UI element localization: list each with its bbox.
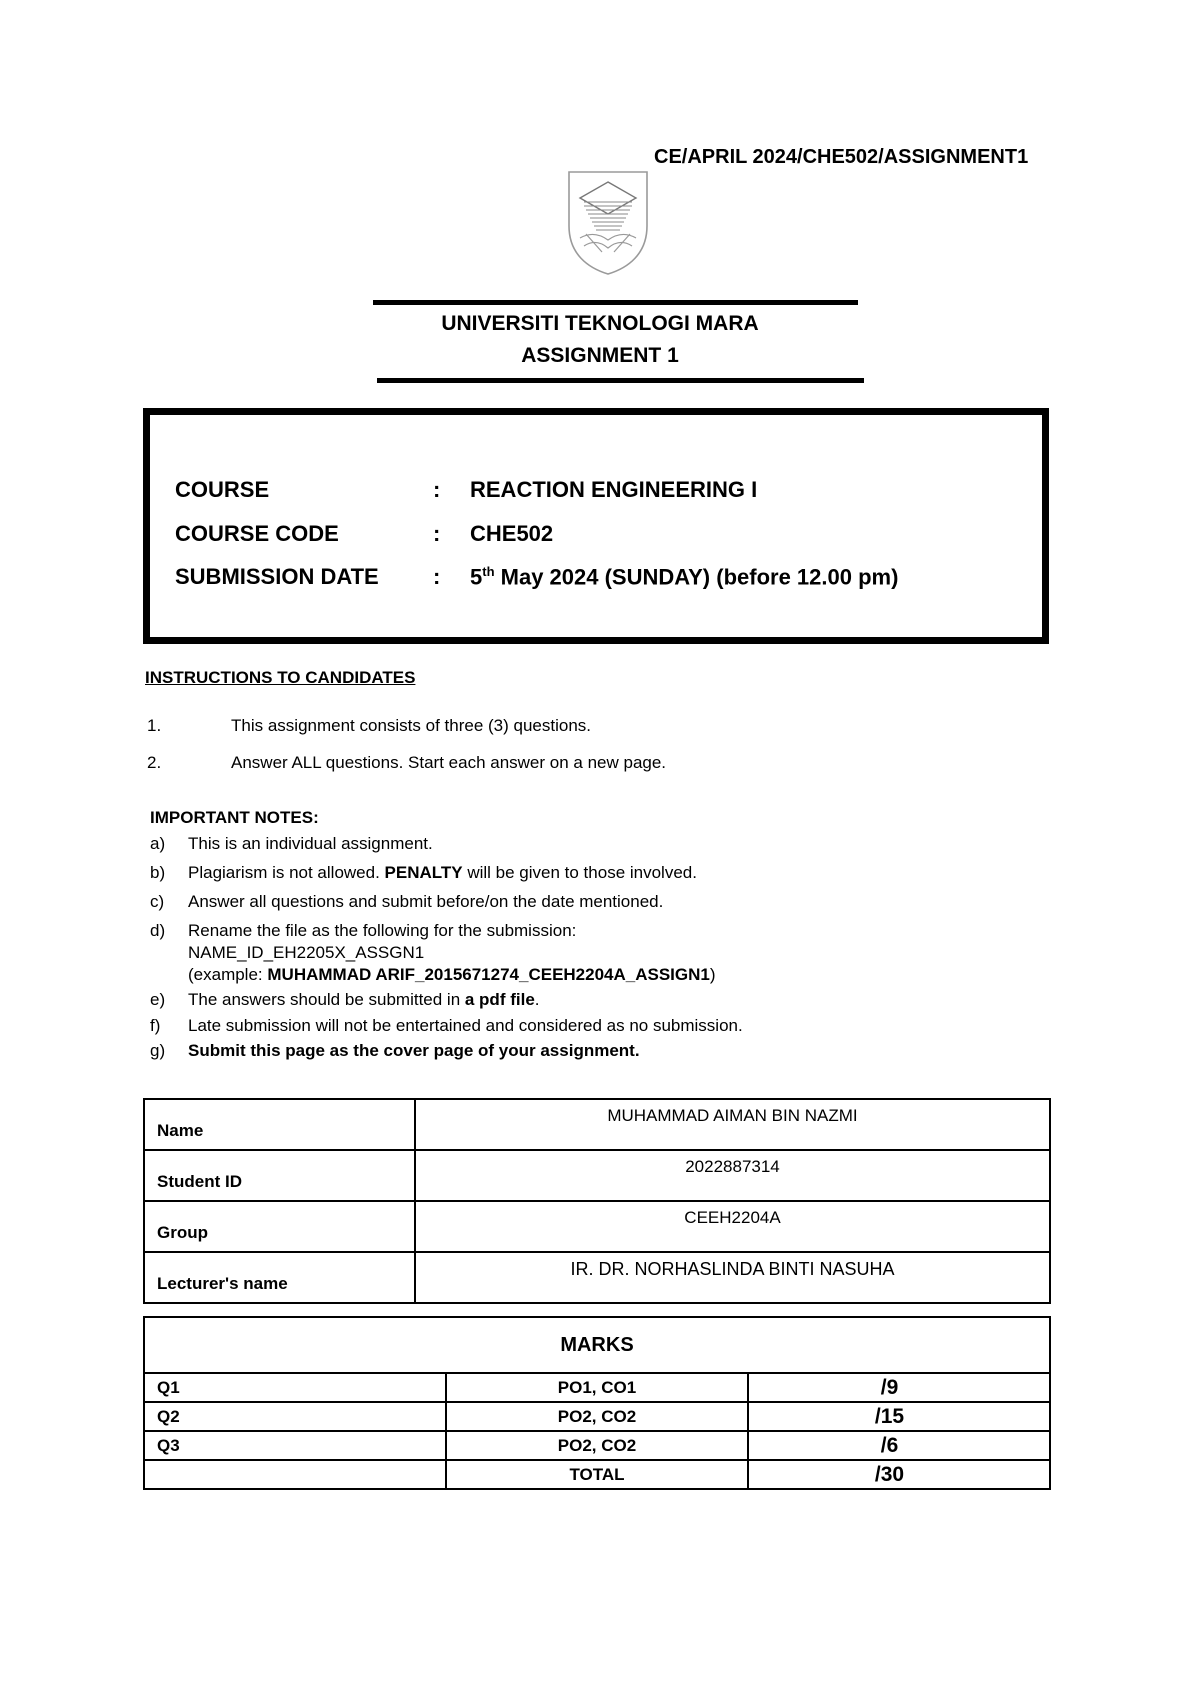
submission-date-colon: : (433, 564, 441, 589)
note-letter: c) (150, 892, 165, 911)
mark-cell: /9 (748, 1373, 1050, 1402)
note-text: Submit this page as the cover page of your assignment. (188, 1041, 640, 1060)
question-cell: Q1 (144, 1373, 446, 1402)
pdf-emphasis: a pdf file (464, 990, 535, 1009)
instruction-text: Answer ALL questions. Start each answer on a new page. (231, 753, 667, 772)
filename-format: NAME_ID_EH2205X_ASSGN1 (188, 943, 425, 962)
marks-title: MARKS (144, 1317, 1050, 1373)
course-info-box (143, 408, 1049, 644)
student-id-value: 2022887314 (415, 1150, 1050, 1201)
note-letter: f) (150, 1016, 161, 1035)
student-id-label: Student ID (144, 1150, 415, 1201)
example-suffix: ) (709, 965, 716, 984)
note-text (188, 863, 697, 883)
example-filename: MUHAMMAD ARIF_2015671274_CEEH2204A_ASSIGN1 (267, 965, 710, 984)
lecturer-label: Lecturer's name (144, 1252, 415, 1303)
question-cell: Q3 (144, 1431, 446, 1460)
university-name: UNIVERSITI TEKNOLOGI MARA (441, 312, 759, 335)
table-row (144, 1402, 1050, 1431)
note-letter: a) (150, 834, 166, 853)
course-code-label: COURSE CODE (175, 521, 339, 546)
lecturer-value: IR. DR. NORHASLINDA BINTI NASUHA (415, 1252, 1050, 1303)
note-text: Late submission will not be entertained and considered as no submission. (188, 1016, 743, 1035)
submission-date-suffix: th (482, 564, 495, 579)
header-rule-top (373, 300, 858, 305)
course-code-value: CHE502 (470, 521, 554, 546)
note-text (188, 990, 540, 1010)
submission-date-day: 5 (470, 564, 483, 590)
table-row (144, 1150, 1050, 1201)
outcome-cell: PO1, CO1 (446, 1373, 748, 1402)
total-label: TOTAL (446, 1460, 748, 1489)
important-notes-title: IMPORTANT NOTES: (150, 808, 319, 827)
note-letter: g) (150, 1041, 166, 1060)
note-text-part: will be given to those involved. (462, 863, 697, 882)
instruction-number: 1. (147, 716, 162, 735)
course-label: COURSE (175, 477, 270, 502)
name-label: Name (144, 1099, 415, 1150)
table-row (144, 1099, 1050, 1150)
filename-example (188, 965, 716, 985)
note-letter: d) (150, 921, 166, 940)
student-info-table (143, 1098, 1051, 1304)
outcome-cell: PO2, CO2 (446, 1402, 748, 1431)
note-text: Rename the file as the following for the submission: (188, 921, 577, 940)
outcome-cell: PO2, CO2 (446, 1431, 748, 1460)
note-letter: b) (150, 863, 166, 882)
submission-date-value (470, 564, 898, 590)
question-cell (144, 1460, 446, 1489)
instructions-title: INSTRUCTIONS TO CANDIDATES (145, 668, 416, 687)
table-row (144, 1252, 1050, 1303)
mark-cell: /6 (748, 1431, 1050, 1460)
course-code-colon: : (433, 521, 441, 546)
instruction-number: 2. (147, 753, 162, 772)
total-mark: /30 (748, 1460, 1050, 1489)
note-text: Answer all questions and submit before/on the date mentioned. (188, 892, 664, 911)
note-text: This is an individual assignment. (188, 834, 433, 853)
submission-date-label: SUBMISSION DATE (175, 564, 379, 589)
table-row (144, 1373, 1050, 1402)
table-row (144, 1317, 1050, 1373)
table-row (144, 1201, 1050, 1252)
group-value: CEEH2204A (415, 1201, 1050, 1252)
question-cell: Q2 (144, 1402, 446, 1431)
course-value: REACTION ENGINEERING I (470, 477, 758, 502)
marks-table (143, 1316, 1051, 1490)
name-value: MUHAMMAD AIMAN BIN NAZMI (415, 1099, 1050, 1150)
submission-date-rest: May 2024 (SUNDAY) (before 12.00 pm) (494, 564, 899, 590)
assignment-title: ASSIGNMENT 1 (521, 344, 679, 367)
group-label: Group (144, 1201, 415, 1252)
mark-cell: /15 (748, 1402, 1050, 1431)
penalty-emphasis: PENALTY (384, 863, 463, 882)
uitm-crest-icon (566, 168, 650, 276)
example-prefix: (example: (188, 965, 268, 984)
note-letter: e) (150, 990, 166, 1009)
note-text-part: . (534, 990, 540, 1009)
note-text-part: Plagiarism is not allowed. (188, 863, 385, 882)
header-rule-bottom (377, 378, 864, 383)
instruction-text: This assignment consists of three (3) questions. (231, 716, 591, 735)
table-row (144, 1431, 1050, 1460)
course-colon: : (433, 477, 441, 502)
note-text-part: The answers should be submitted in (188, 990, 465, 1009)
document-reference: CE/APRIL 2024/CHE502/ASSIGNMENT1 (654, 146, 1029, 168)
table-row (144, 1460, 1050, 1489)
